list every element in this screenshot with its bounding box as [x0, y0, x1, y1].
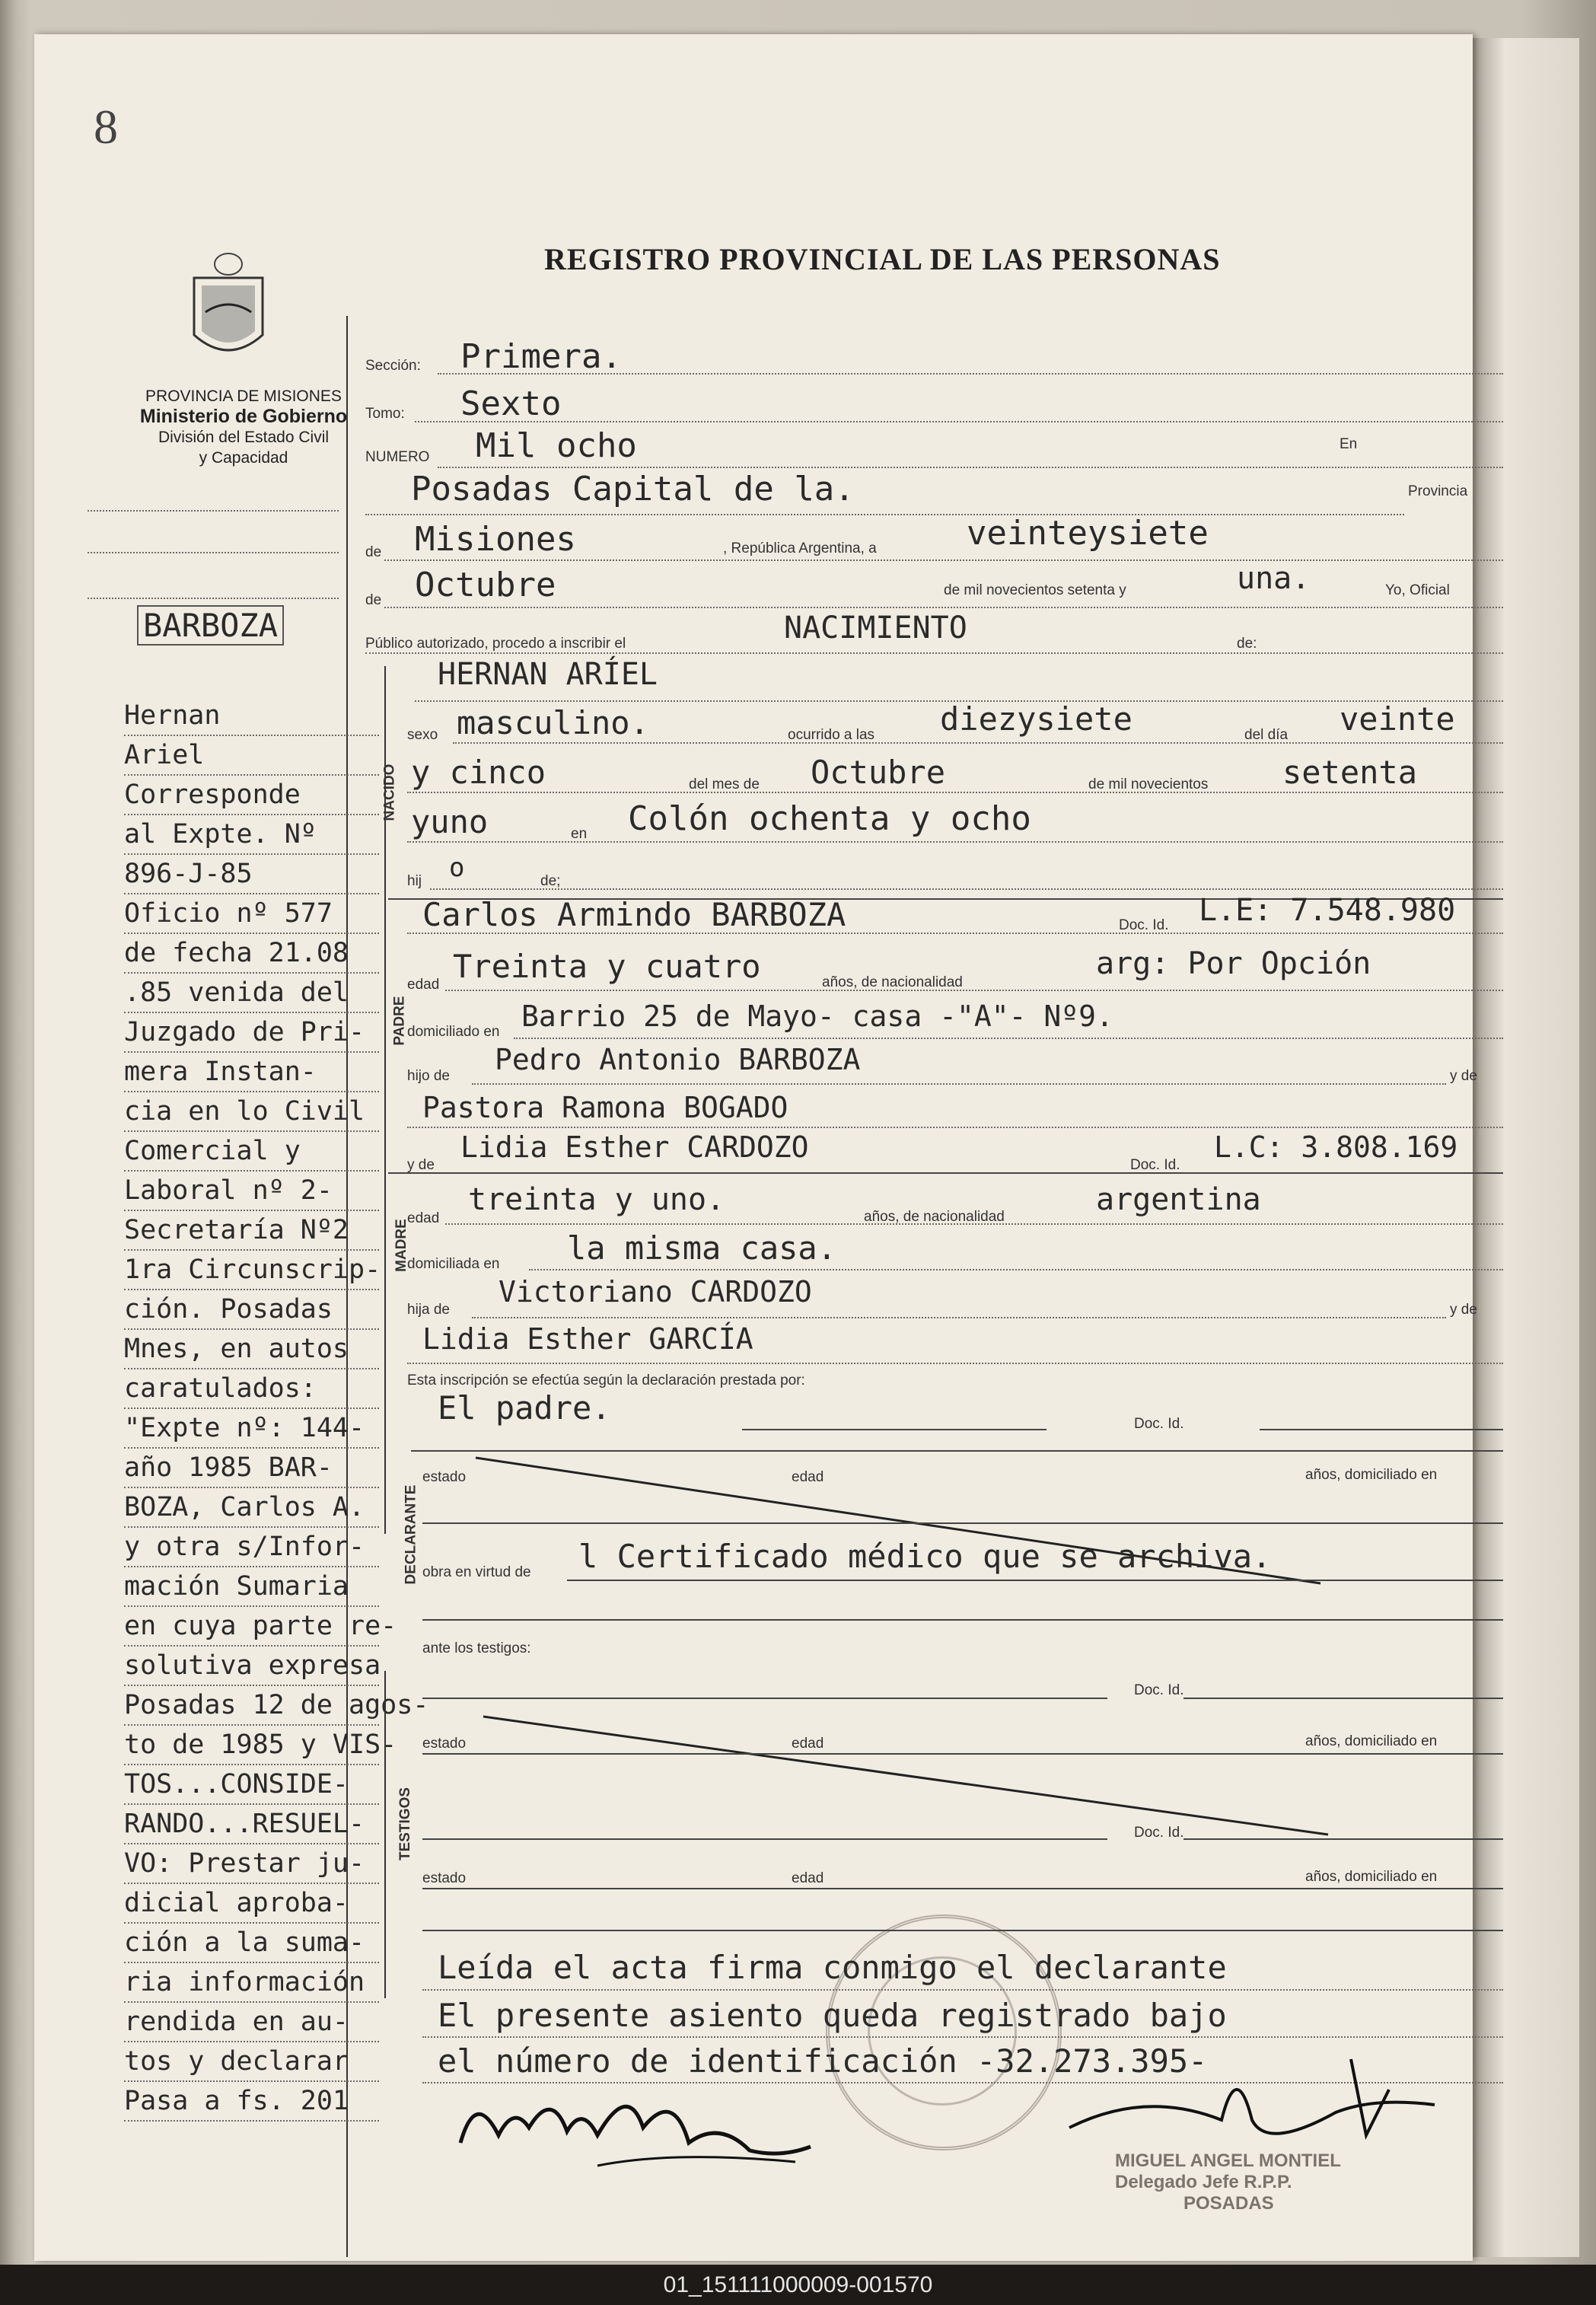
- margin-line: caratulados:: [124, 1369, 379, 1409]
- rule: [430, 888, 1503, 890]
- value-lugar-nac: Colón ochenta y ocho: [628, 799, 1031, 838]
- label-anos-dom: años, domiciliado en: [1305, 1733, 1438, 1749]
- value-padre-dom: Barrio 25 de Mayo- casa -"A"- Nº9.: [521, 999, 1113, 1033]
- label-y-de: y de: [1450, 1068, 1477, 1084]
- rule: [1183, 1698, 1503, 1699]
- value-hora: diezysiete: [940, 700, 1132, 738]
- margin-line: ción a la suma-: [124, 1924, 379, 1963]
- label-y-de: y de: [407, 1157, 435, 1173]
- label-madre: MADRE: [393, 1219, 409, 1272]
- rule: [422, 1522, 1503, 1524]
- label-de: de: [365, 592, 382, 608]
- label-ocurrido: ocurrido a las: [788, 727, 875, 743]
- label-doc-id: Doc. Id.: [1119, 917, 1169, 933]
- value-nombre: HERNAN ARÍEL: [438, 657, 658, 692]
- label-anos-nac: años, de nacionalidad: [822, 974, 963, 990]
- value-anio-nac2: yuno: [411, 803, 489, 840]
- margin-line: ción. Posadas: [124, 1290, 379, 1330]
- label-sexo: sexo: [407, 727, 438, 743]
- value-padre-edad: Treinta y cuatro: [453, 948, 761, 985]
- label-provincia: Provincia: [1408, 483, 1468, 499]
- value-seccion: Primera.: [460, 337, 622, 376]
- label-edad2: edad: [792, 1736, 824, 1752]
- value-madre-nac: argentina: [1096, 1182, 1261, 1217]
- margin-line: TOS...CONSIDE-: [124, 1765, 379, 1805]
- label-edad: edad: [407, 1210, 440, 1226]
- label-doc-id: Doc. Id.: [1130, 1157, 1180, 1173]
- label-estado: estado: [422, 1736, 467, 1752]
- rule: [415, 421, 1503, 422]
- margin-line: RANDO...RESUEL-: [124, 1805, 379, 1844]
- margin-line: Oficio nº 577: [124, 894, 379, 934]
- rule: [742, 1429, 1046, 1430]
- margin-line: to de 1985 y VIS-: [124, 1726, 379, 1765]
- value-madre-nombre: Lidia Esther CARDOZO: [460, 1130, 809, 1164]
- label-estado: estado: [422, 1870, 467, 1886]
- label-seccion: Sección:: [365, 358, 421, 374]
- margin-line: ria información: [124, 1963, 379, 2003]
- value-padre-madre: Pastora Ramona BOGADO: [422, 1091, 788, 1124]
- margin-line: Juzgado de Pri-: [124, 1013, 379, 1053]
- rule: [422, 1888, 1503, 1889]
- margin-line: mera Instan-: [124, 1053, 379, 1092]
- rule: [365, 652, 1503, 654]
- rule: [407, 841, 1503, 843]
- margin-line: tos y declarar: [124, 2042, 379, 2082]
- margin-rule: [88, 552, 339, 553]
- margin-line: rendida en au-: [124, 2003, 379, 2042]
- official-name-stamp: [1115, 2150, 1341, 2214]
- rule: [422, 2036, 1503, 2038]
- section-rule: [411, 1450, 1503, 1452]
- coat-of-arms-icon: [186, 247, 270, 369]
- rule: [407, 933, 1503, 934]
- value-anio: una.: [1237, 561, 1311, 596]
- rule: [384, 607, 1503, 608]
- rule: [1260, 1429, 1503, 1430]
- label-domiciliado: domiciliado en: [407, 1024, 500, 1040]
- margin-line: "Expte nº: 144-: [124, 1409, 379, 1449]
- ministry-name: Ministerio de Gobierno: [139, 406, 348, 427]
- label-doc-id: Doc. Id.: [1134, 1825, 1184, 1841]
- label-hijo-de: hijo de: [407, 1068, 450, 1084]
- value-dia-nac2: y cinco: [411, 754, 546, 791]
- margin-line: Hernan: [124, 697, 379, 736]
- label-anos-dom: años, domiciliado en: [1305, 1869, 1438, 1885]
- label-domiciliada: domiciliada en: [407, 1256, 500, 1272]
- label-doc-id: Doc. Id.: [1134, 1416, 1184, 1432]
- official-role: Delegado Jefe R.P.P.: [1115, 2172, 1292, 2192]
- margin-line: cia en lo Civil: [124, 1092, 379, 1132]
- label-nacido: NACIDO: [381, 764, 398, 821]
- label-edad2: edad: [792, 1870, 824, 1886]
- value-padre-nombre: Carlos Armindo BARBOZA: [422, 896, 846, 933]
- label-estado: estado: [422, 1469, 467, 1485]
- label-oficial: Yo, Oficial: [1385, 582, 1450, 598]
- margin-line: .85 venida del: [124, 974, 379, 1013]
- margin-line: Corresponde: [124, 776, 379, 815]
- official-city: POSADAS: [1183, 2193, 1274, 2214]
- scan-footer-id: 01_151111000009-001570: [0, 2265, 1596, 2305]
- label-en: En: [1340, 436, 1358, 452]
- value-mes-nac: Octubre: [811, 754, 946, 791]
- value-madre-edad: treinta y uno.: [468, 1182, 725, 1217]
- division-line-1: División del Estado Civil: [158, 429, 330, 446]
- margin-line: de fecha 21.08: [124, 934, 379, 974]
- margin-line: Laboral nº 2-: [124, 1172, 379, 1211]
- rule: [422, 1989, 1503, 1991]
- margin-line: Mnes, en autos: [124, 1330, 379, 1369]
- value-declarante: El padre.: [438, 1389, 611, 1427]
- rule: [567, 1580, 1503, 1581]
- label-de: de: [365, 544, 382, 560]
- label-del-mes: del mes de: [689, 776, 760, 792]
- margin-line: BOZA, Carlos A.: [124, 1488, 379, 1528]
- value-madre-dom: la misma casa.: [567, 1229, 837, 1267]
- official-name: MIGUEL ANGEL MONTIEL: [1115, 2150, 1341, 2171]
- rule: [438, 467, 1503, 468]
- label-de2: de:: [1237, 636, 1257, 652]
- section-divider: [384, 1671, 386, 1998]
- page-edge: [1473, 38, 1579, 2257]
- label-de3: de;: [540, 873, 561, 889]
- label-del-dia: del día: [1244, 727, 1289, 743]
- rule: [445, 990, 1503, 991]
- value-padre-padre: Pedro Antonio BARBOZA: [495, 1043, 861, 1076]
- rule: [445, 1223, 1503, 1225]
- margin-line: Comercial y: [124, 1132, 379, 1172]
- margin-line: mación Sumaria: [124, 1567, 379, 1607]
- register-page: [34, 34, 1477, 2261]
- label-en2: en: [571, 826, 588, 842]
- rule: [472, 1317, 1446, 1318]
- rule: [422, 1619, 1503, 1621]
- label-edad2: edad: [792, 1469, 824, 1485]
- margin-line: VO: Prestar ju-: [124, 1844, 379, 1884]
- section-rule: [388, 1172, 1503, 1174]
- value-sexo: masculino.: [457, 704, 649, 741]
- label-doc-id: Doc. Id.: [1134, 1682, 1184, 1698]
- division-line-2: y Capacidad: [199, 449, 288, 467]
- label-declarante: DECLARANTE: [403, 1484, 419, 1585]
- margin-line: solutiva expresa: [124, 1647, 379, 1686]
- margin-line: en cuya parte re-: [124, 1607, 379, 1647]
- label-anos-nac: años, de nacionalidad: [864, 1209, 1005, 1225]
- page-number: 8: [94, 100, 118, 154]
- value-obra: l Certificado médico que se archiva.: [578, 1538, 1272, 1575]
- rule: [365, 514, 1404, 515]
- rule: [422, 1698, 1107, 1699]
- margin-line: y otra s/Infor-: [124, 1528, 379, 1567]
- closing-line-1: Leída el acta firma conmigo el declarante: [438, 1949, 1227, 1986]
- rule: [407, 792, 1503, 793]
- label-obra: obra en virtud de: [422, 1564, 531, 1580]
- value-madre-doc: L.C: 3.808.169: [1214, 1130, 1458, 1164]
- document-title: REGISTRO PROVINCIAL DE LAS PERSONAS: [544, 242, 1221, 276]
- label-hijo: hij: [407, 873, 422, 889]
- value-provincia: Misiones: [415, 520, 576, 559]
- value-numero: Mil ocho: [476, 426, 637, 465]
- value-padre-doc: L.E: 7.548.980: [1199, 893, 1456, 928]
- value-madre-madre: Lidia Esther GARCÍA: [422, 1322, 753, 1356]
- label-edad: edad: [407, 977, 440, 993]
- value-dia: veinteysiete: [967, 514, 1209, 553]
- label-padre: PADRE: [391, 996, 408, 1046]
- value-dia-nac: veinte: [1340, 700, 1455, 738]
- rule: [453, 742, 1503, 744]
- margin-line: Pasa a fs. 201: [124, 2082, 379, 2122]
- rule: [407, 1363, 1503, 1364]
- rule: [1183, 1838, 1503, 1840]
- label-ante: ante los testigos:: [422, 1640, 531, 1656]
- value-anio-nac: setenta: [1282, 754, 1418, 791]
- value-hijo-o: o: [449, 853, 465, 883]
- value-madre-padre: Victoriano CARDOZO: [499, 1275, 812, 1309]
- label-inscripcion: Esta inscripción se efectúa según la declaración prestada por:: [407, 1372, 805, 1388]
- margin-line: año 1985 BAR-: [124, 1449, 379, 1488]
- margin-rule: [88, 510, 339, 512]
- label-de-mil: de mil novecientos setenta y: [944, 582, 1126, 598]
- rule: [422, 1838, 1107, 1840]
- rule: [384, 560, 1503, 561]
- value-padre-nac: arg: Por Opción: [1096, 946, 1371, 981]
- label-testigos: TESTIGOS: [397, 1787, 414, 1861]
- rule: [529, 1269, 1503, 1270]
- margin-surname: BARBOZA: [137, 605, 284, 646]
- margin-line: Ariel: [124, 736, 379, 776]
- label-y-de: y de: [1450, 1302, 1477, 1318]
- ministry-block: [103, 386, 384, 468]
- declarant-signature-icon: [445, 2074, 826, 2181]
- margin-line: al Expte. Nº: [124, 815, 379, 855]
- margin-rule: [88, 598, 339, 599]
- label-republica: , República Argentina, a: [723, 540, 877, 556]
- rule: [472, 1083, 1446, 1085]
- rule: [422, 1753, 1503, 1755]
- strike-line: [483, 1713, 1336, 1842]
- closing-line-2: El presente asiento queda registrado bajo: [438, 1997, 1227, 2034]
- margin-line: Posadas 12 de agos-: [124, 1686, 379, 1726]
- rule: [438, 373, 1503, 375]
- margin-line: 1ra Circunscrip-: [124, 1251, 379, 1290]
- value-mes: Octubre: [415, 566, 556, 604]
- margin-line: dicial aproba-: [124, 1884, 379, 1924]
- label-de-mil2: de mil novecientos: [1088, 776, 1209, 792]
- value-acto: NACIMIENTO: [784, 611, 967, 646]
- closing-line-3: el número de identificación -32.273.395-: [438, 2042, 1208, 2080]
- label-hija-de: hija de: [407, 1302, 450, 1318]
- label-tomo: Tomo:: [365, 406, 405, 422]
- value-lugar: Posadas Capital de la.: [411, 470, 855, 509]
- margin-line: Secretaría Nº2: [124, 1211, 379, 1251]
- label-numero: NUMERO: [365, 449, 430, 465]
- rule: [514, 1038, 1503, 1039]
- label-anos-dom: años, domiciliado en: [1305, 1467, 1438, 1483]
- province-name: PROVINCIA DE MISIONES: [145, 387, 342, 405]
- rule: [407, 1127, 1503, 1128]
- margin-line: 896-J-85: [124, 855, 379, 894]
- label-publico: Público autorizado, procedo a inscribir el: [365, 636, 626, 652]
- value-tomo: Sexto: [460, 384, 562, 423]
